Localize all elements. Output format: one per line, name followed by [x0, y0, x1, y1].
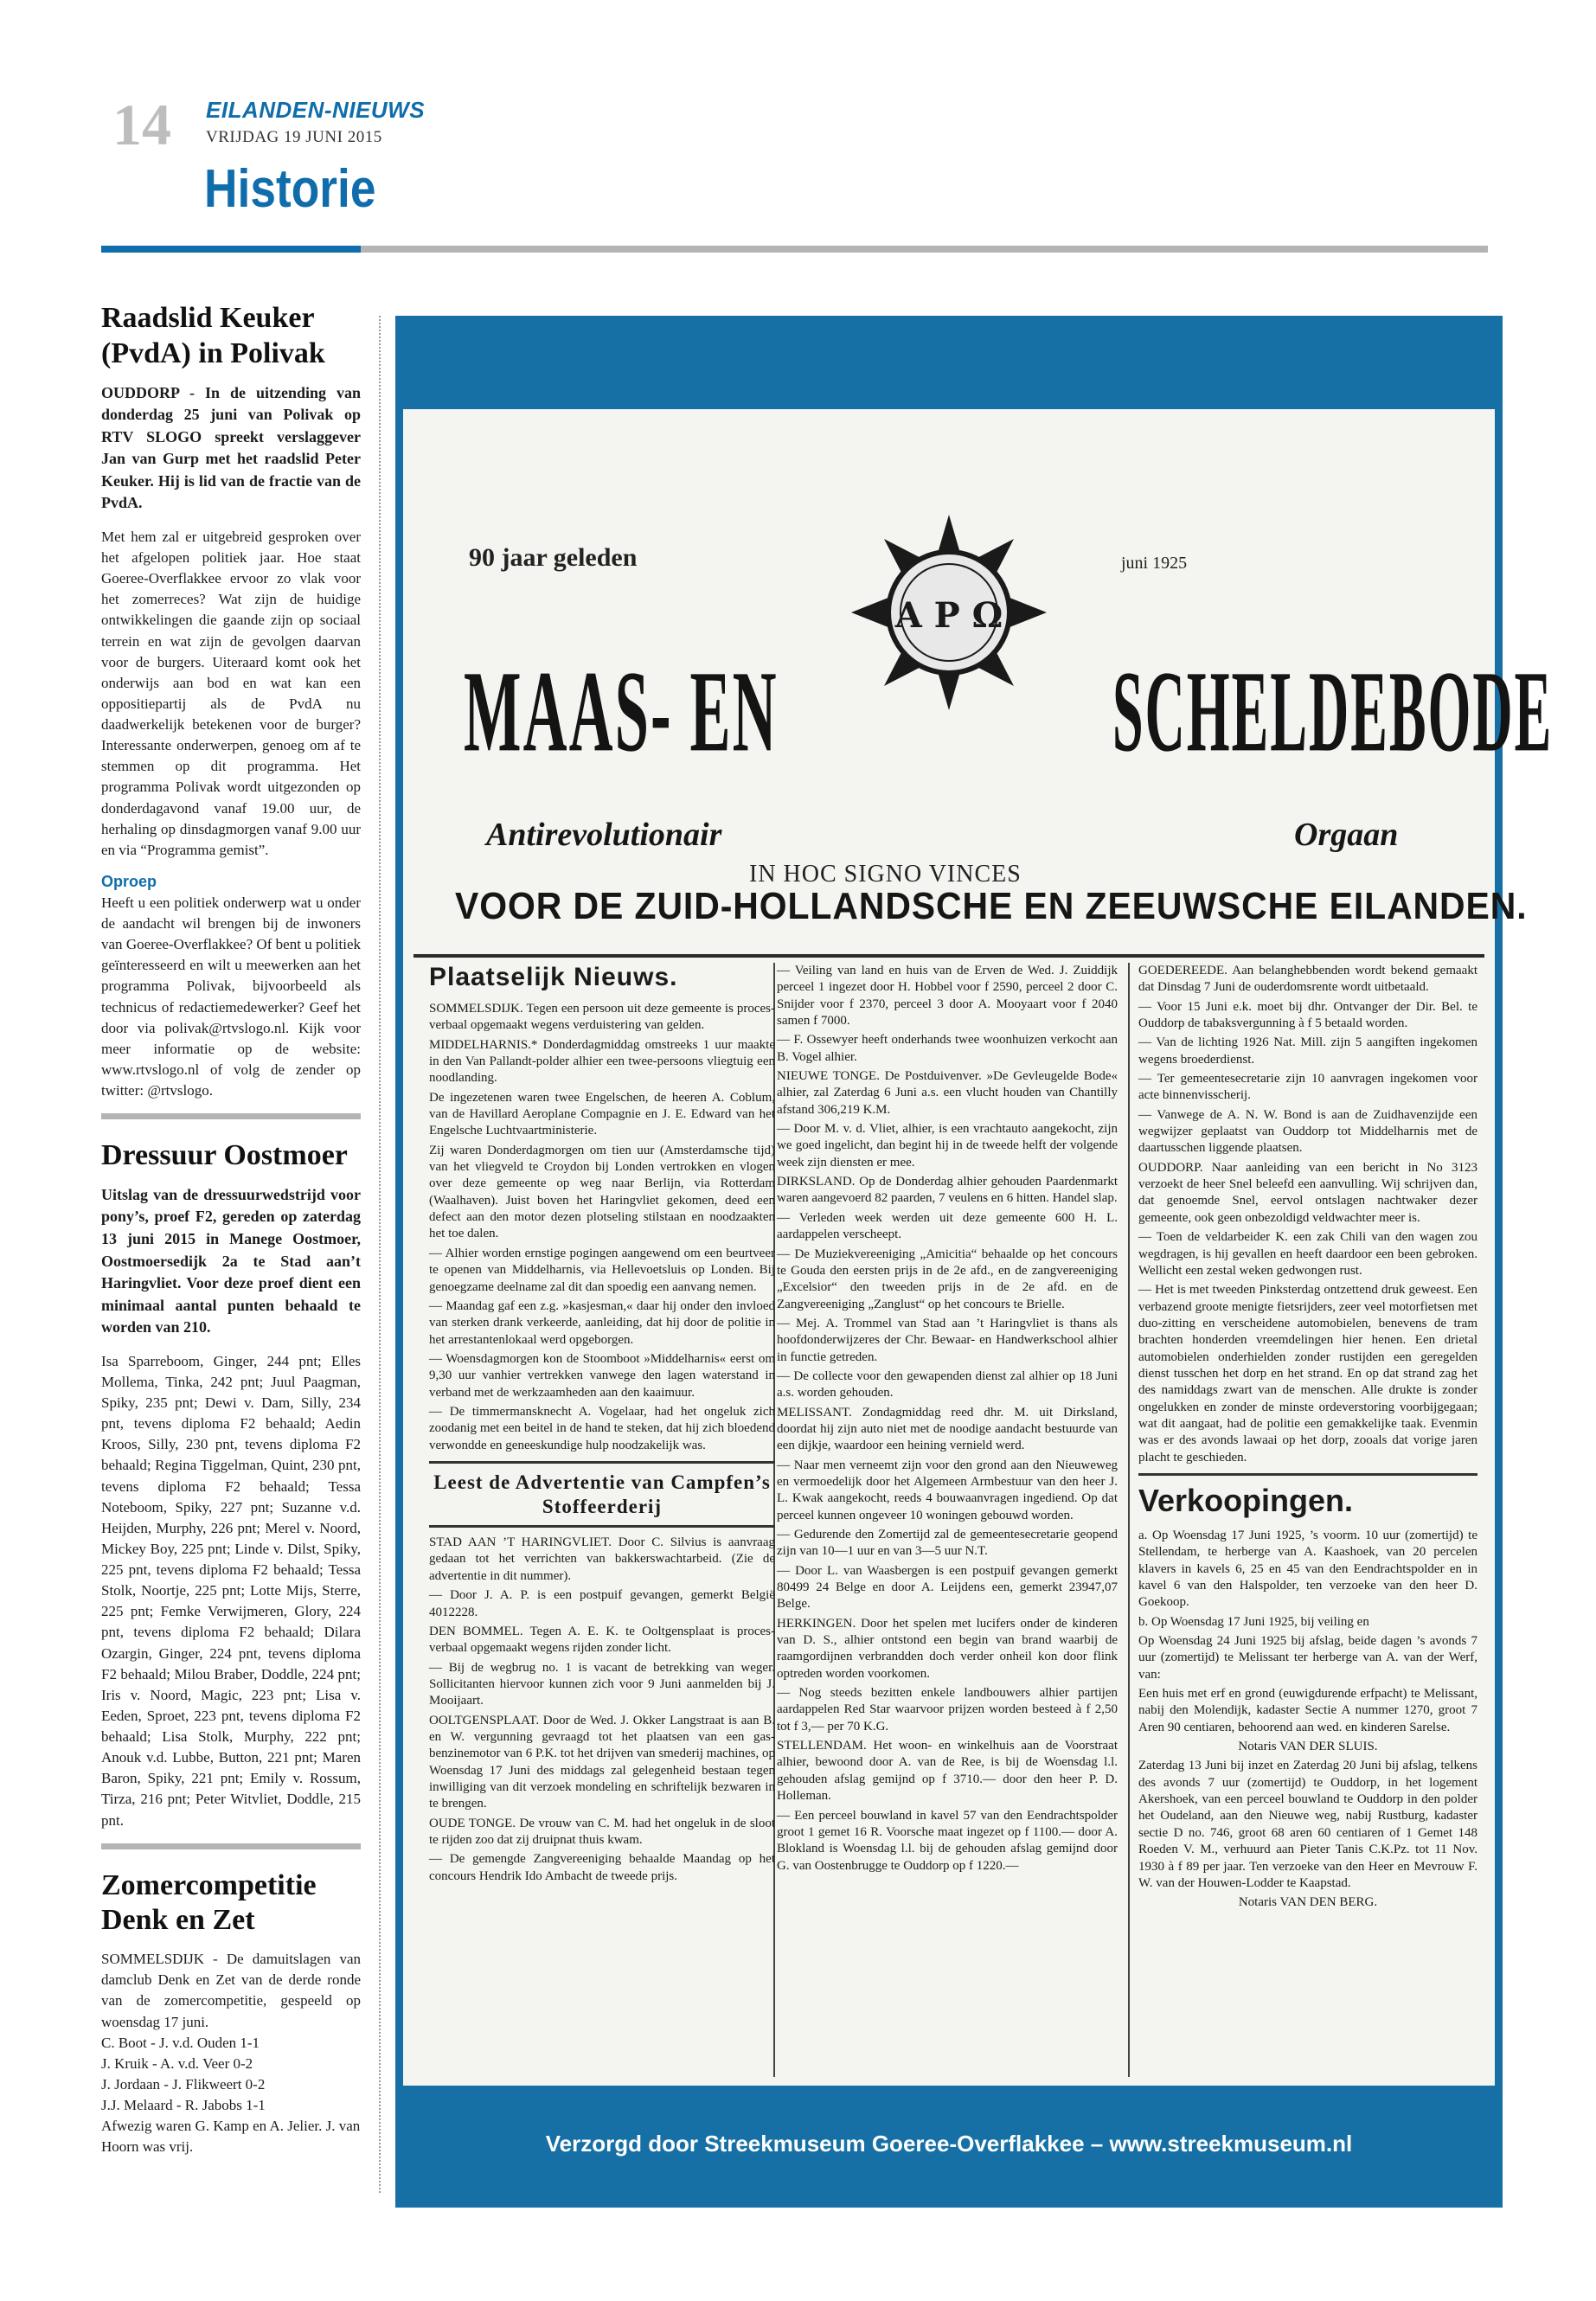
clipping-paragraph: — Woensdagmorgen kon de Stoomboot »Middelharnis« eerst om 9,30 uur vanhier vertrekken vanwege den lagen waterstand in verband met de werkzaamheden aan den kaaimuur.	[429, 1351, 775, 1400]
clipping-paragraph: — Door M. v. d. Vliet, alhier, is een vrachtauto aangekocht, zijn we goed ingelicht, dan begint hij in de tweede helft der volgende week zijn diensten er mee.	[777, 1122, 1118, 1170]
clipping-paragraph: Zij waren Donderdagmorgen om tien uur (Amsterdamsche tijd) van het vliegveld te Croydon bij Londen vertrokken en vlogen over deze gemeente op weg naar Berlijn, via Rotterdam (Waalhaven). Juist boven het Haringvliet gekomen, deed een defect aan den motor dezen plotseling stilstaan en noodzaakten het toe dalen.	[429, 1143, 775, 1241]
clipping-paragraph: SOMMELSDIJK. Tegen een persoon uit deze gemeente is proces-verbaal opgemaakt wegens verduistering van gelden.	[429, 1002, 775, 1033]
result-line: C. Boot - J. v.d. Ouden 1-1	[101, 2034, 260, 2051]
clipping-subtitle-right: Orgaan	[1294, 817, 1399, 853]
article-body: Isa Sparreboom, Ginger, 244 pnt; Elles Mollema, Tinka, 242 pnt; Juul Paagman, Spiky, 235 pnt; Dewi v. Dam, Silly, 234 pnt, tevens diploma F2 behaald; Aedin Kroos, Silly, 230 pnt, tevens diploma F2 behaald; Regina Tiggelman, Quint, 230 pnt, tevens diploma F2 behaald; Tessa Noteboom, Spiky, 227 pnt; Suzanne v.d. Heijden, Murphy, 226 pnt; Merel v. Noord, Mickey Boy, 225 pnt; Linde v. Dilst, Spiky, 225 pnt, tevens diploma F2 behaald; Tessa Stolk, Noortje, 225 pnt; Lotte Mijs, Sterre, 225 pnt; Femke Verwijmeren, Glory, 224 pnt, tevens diploma F2 behaald; Dilara Ozargin, Ginger, 224 pnt, tevens diploma F2 behaald; Milou Braber, Doddle, 224 pnt; Iris v. Noord, Magic, 223 pnt; Lisa v. Eeden, Sproet, 223 pnt, tevens diploma F2 behaald; Lisa Stolk, Murphy, 222 pnt; Anouk v.d. Lubbe, Button, 221 pnt; Maren Baron, Spiky, 221 pnt; Emily v. Rossum, Tirza, 216 pnt; Peter Witvliet, Doddle, 215 pnt.	[101, 1352, 361, 1829]
clipping-advert: Leest de Advertentie van Campfen’s Stoffeerderij	[433, 1471, 771, 1517]
clipping-paragraph: — De collecte voor den gewapenden dienst zal alhier op 18 Juni a.s. worden gehouden.	[777, 1368, 1118, 1400]
clipping-paragraph: Zaterdag 13 Juni bij inzet en Zaterdag 20 Juni bij afslag, telkens des avonds 7 uur (zomertijd) te Ouddorp, in het logement Akershoek, van een perceel bouwland te Ouddorp in den polder het Oudeland, aan den Nieuwe weg, nabij Rustburg, kadaster sectie D no. 746, groot 68 aren 60 centiaren of 1 Gemet 148 Roeden V. M., verhuurd aan Pieter Tanis C.K.Pz. tot 11 Nov. 1930 à f 89 per jaar. Ten verzoeke van den Heer en Mevrouw F. W. van der Houwen-Lodder te Kaapstad.	[1138, 1759, 1477, 1890]
article-denk-en-zet	[101, 1868, 361, 2158]
article-divider	[101, 1843, 361, 1849]
clipping-paragraph: — Alhier worden ernstige pogingen aangewend om een beurtveer te openen van Middelharnis, via Hellevoetsluis op Londen. Bij genoegzame deelname zal dit dan spoedig een aanvang nemen.	[429, 1246, 775, 1294]
clipping-paragraph: — Door J. A. P. is een postpuif gevangen, gemerkt België 4012228.	[429, 1588, 775, 1619]
clipping-paragraph: HERKINGEN. Door het spelen met lucifers onder de kinderen van D. S., alhier ontstond een begin van brand waarbij de raamgordijnen verbrandden doch verder onheil kon door flink optreden worden voorkomen.	[777, 1616, 1118, 1681]
clipping-paragraph: GOEDEREEDE. Aan belanghebbenden wordt bekend gemaakt dat Dinsdag 7 Juni de ouderdomsrente wordt uitbetaald.	[1138, 964, 1477, 995]
article-body: SOMMELSDIJK - De damuitslagen van damclub Denk en Zet van de derde ronde van de zomercompetitie, gespeeld op woensdag 17 juni.	[101, 1951, 361, 2030]
clipping-subtitle-left: Antirevolutionair	[486, 817, 722, 853]
clipping-paragraph: Notaris VAN DER SLUIS.	[1238, 1740, 1378, 1754]
clipping-paragraph: — Een perceel bouwland in kavel 57 van den Eendrachtspolder groot 1 gemet 16 R. Voorsche maat ingezet op f 1100.— door A. Blokland is Woensdag l.l. bij de gehouden afslag gemijnd door G. van Oostenbrugge te Ouddorp op f 1220.—	[777, 1808, 1118, 1873]
clipping-paragraph: — Het is met tweeden Pinksterdag ontzettend druk geweest. Een verbazend groote menigte fietsrijders, zeer veel motorfietsen met duo-zitting en verscheidene automobielen, benevens de tram brachten honderden vreemdelingen hier henen. Een drietal automobielen onderhielden zonder rustijden een geregelden dienst tusschen het dorp en het strand. En op dat strand zag het des namiddags zwart van de menschen. Alle drukte is zonder ongelukken en zonder de minste ordeverstoring voorbijgegaan; wat dit aangaat, had de politie een gemakkelijke taak. Evenmin was er des avonds lawaai op het dorp, zooals dat vorige jaren placht te geschieden.	[1138, 1283, 1477, 1465]
clipping-paragraph: — Voor 15 Juni e.k. moet bij dhr. Ontvanger der Dir. Bel. te Ouddorp de tabaksvergunning à f 5 betaald worden.	[1138, 999, 1477, 1031]
clipping-heading: Verkoopingen.	[1138, 1482, 1354, 1518]
clipping-paragraph: OUDDORP. Naar aanleiding van een bericht in No 3123 verzoekt de heer Snel beleefd een aanvulling. Wij schrijven dan, dat genoemde Snel, eervol ontslagen nachtwaker dezer gemeente, ook geen onbezoldigd veldwachter meer is.	[1138, 1160, 1477, 1225]
museum-credit: Verzorgd door Streekmuseum Goeree-Overflakkee – www.streekmuseum.nl	[545, 2131, 1353, 2157]
column-separator	[379, 316, 381, 2193]
clipping-paragraph: — Van de lichting 1926 Nat. Mill. zijn 5 aangiften ingekomen wegens broederdienst.	[1138, 1035, 1477, 1067]
clipping-paragraph: — De Muziekvereeniging „Amicitia“ behaalde op het concours te Gouda den eersten prijs in de 2e afd., en de zangvereeniging „Excelsior“ den tweeden prijs in de 2e afd. en de Zangvereeniging „Zanglust“ op het concours te Brielle.	[777, 1247, 1118, 1311]
history-panel	[395, 316, 1554, 2208]
left-column	[101, 301, 361, 2157]
clipping-paragraph: — Door L. van Waasbergen is een postpuif gevangen gemerkt 80499 24 Belge en door A. Leijdens een, gemerkt 23947,07 Belge.	[777, 1563, 1118, 1612]
clipping-paragraph: — Maandag gaf een z.g. »kasjesman,« daar hij onder den invloed van sterken drank verkeerde, aanleiding, dat hij door de politie in het arrestantenlokaal werd opgeborgen.	[429, 1298, 775, 1347]
clipping-paragraph: — Ter gemeentesecretarie zijn 10 aanvragen ingekomen voor acte binnenvisscherij.	[1138, 1072, 1477, 1103]
result-line: Afwezig waren G. Kamp en A. Jelier. J. van Hoorn was vrij.	[101, 2118, 361, 2156]
clipping-paragraph: MELISSANT. Zondagmiddag reed dhr. M. uit Dirksland, doordat hij zijn auto niet met de noodige aandacht bestuurde van een dijkje, waardoor een heining vernield werd.	[777, 1405, 1118, 1453]
clipping-title-right: SCHELDEBODE	[1112, 646, 1554, 776]
clipping-years-label: 90 jaar geleden	[469, 543, 638, 572]
clipping-paragraph: — Toen de veldarbeider K. een zak Chili van den wagen zou wegdragen, is hij gevallen en heeft daardoor een been gebroken. Wellicht een zestal weken gedwongen rust.	[1138, 1230, 1477, 1278]
clipping-paragraph: — Naar men verneemt zijn voor den grond aan den Nieuweweg en vermoedelijk door het Algemeen Armbestuur van den heer J. L. Kwak aangekocht, reeds 4 bouwaanvragen ingediend. Op dat perceel kunnen ongeveer 10 woningen gebouwd worden.	[777, 1458, 1118, 1522]
article-subhead: Oproep	[101, 872, 157, 890]
issue-date: VRIJDAG 19 JUNI 2015	[206, 128, 382, 146]
clipping-paragraph: — Vanwege de A. N. W. Bond is aan de Zuidhavenzijde een wegwijzer geplaatst van Ouddorp tot Middelharnis met de daartusschen liggende plaatsen.	[1138, 1107, 1477, 1156]
chi-rho-emblem-icon	[849, 513, 1048, 712]
clipping-title-left: MAAS- EN	[464, 646, 779, 776]
clipping-column-1	[429, 963, 775, 1888]
result-line: J.J. Melaard - R. Jabobs 1-1	[101, 2097, 266, 2114]
section-title: Historie	[204, 159, 376, 219]
clipping-divider	[429, 1525, 775, 1528]
article-polivak	[101, 301, 361, 1101]
newspaper-logo: EILANDEN-NIEUWS	[206, 97, 426, 123]
clipping-motto: IN HOC SIGNO VINCES	[749, 861, 1022, 888]
clipping-column-separator	[1128, 963, 1130, 2077]
article-title: Zomercompetitie Denk en Zet	[101, 1868, 317, 1937]
article-lead: OUDDORP - In de uitzending van donderdag 25 juni van Polivak op RTV SLOGO spreekt verslaggever Jan van Gurp met het raadslid Peter Keuker. Hij is lid van de fractie van de PvdA.	[101, 383, 361, 512]
clipping-date-label: juni 1925	[1121, 554, 1188, 573]
clipping-paragraph: DEN BOMMEL. Tegen A. E. K. te Ooltgensplaat is proces-verbaal opgemaakt wegens rijden zonder licht.	[429, 1624, 775, 1656]
clipping-paragraph: — Verleden week werden uit deze gemeente 600 H. L. aardappelen verscheept.	[777, 1210, 1118, 1242]
clipping-paragraph: — Mej. A. Trommel van Stad aan ’t Haringvliet is thans als hoofdonderwijzeres der Chr. Bewaar- en Handwerkschool alhier in functie getreden.	[777, 1316, 1118, 1364]
clipping-paragraph: Notaris VAN DEN BERG.	[1238, 1895, 1378, 1910]
article-title: Raadslid Keuker (PvdA) in Polivak	[101, 302, 325, 369]
clipping-paragraph: — Veiling van land en huis van de Erven de Wed. J. Zuiddijk perceel 1 ingezet door H. Hobbel voor f 2590, perceel 2 door C. Snijder voor f 2370, perceel 3 door A. Mooyaart voor f 2040 samen f 7000.	[777, 964, 1118, 1029]
clipping-paragraph: a. Op Woensdag 17 Juni 1925, ’s voorm. 10 uur (zomertijd) te Stellendam, te herberge van A. Kaashoek, van 20 percelen klavers in kavels 6, 25 en 45 van den Eendrachtspolder en in kavel 6 van den Halspolder, ten verzoeke van den heer D. Goekoop.	[1138, 1528, 1477, 1610]
clipping-banner: VOOR DE ZUID-HOLLANDSCHE EN ZEEUWSCHE EILANDEN.	[455, 885, 1528, 927]
clipping-paragraph: — De timmermansknecht A. Vogelaar, had het ongeluk zich zoodanig met een beitel in de hand te steken, dat hij zich bloedend verwondde en geneeskundige hulp noodzakelijk was.	[429, 1404, 775, 1452]
clipping-paragraph: De ingezetenen waren twee Engelschen, de heeren A. Coblum, van de Havillard Aeroplane Compagnie en J. E. Edward van het Engelsche Luchtvaartministerie.	[429, 1090, 775, 1138]
clipping-paragraph: — Bij de wegbrug no. 1 is vacant de betrekking van weger. Sollicitanten hiervoor kunnen zich voor 9 Juni aanmelden bij J. Mooijaart.	[429, 1660, 775, 1708]
article-lead: Uitslag van de dressuurwedstrijd voor pony’s, proef F2, gereden op zaterdag 13 juni 2015 in Manege Oostmoer, Oostmoersedijk 2a te Stad aan’t Haringvliet. Voor deze proef dient een minimaal aantal punten behaald te worden van 210.	[101, 1185, 361, 1336]
article-title: Dressuur Oostmoer	[101, 1139, 348, 1172]
clipping-divider	[1138, 1473, 1477, 1476]
clipping-paragraph: — Nog steeds bezitten enkele landbouwers alhier partijen aardappelen Red Star waarvoor prijzen worden besteed à f 2,50 tot f 3,— per 70 K.G.	[777, 1686, 1118, 1734]
clipping-paragraph: — Gedurende den Zomertijd zal de gemeentesecretarie geopend zijn van 10—1 uur en van 3—5 uur N.T.	[777, 1528, 1118, 1559]
clipping-paragraph: STELLENDAM. Het woon- en winkelhuis aan de Voorstraat alhier, bewoond door A. van de Ree, is bij de Woensdag l.l. gehouden afslag gemijnd op f 3710.— door den heer P. D. Holleman.	[777, 1739, 1118, 1804]
clipping-paragraph: OUDE TONGE. De vrouw van C. M. had het ongeluk in de sloot te rijden zoo dat zij druipnat thuis kwam.	[429, 1816, 775, 1847]
clipping-paragraph: Op Woensdag 24 Juni 1925 bij afslag, beide dagen ’s avonds 7 uur (zomertijd) te Melissant ter herberge van A. van der Werf, van:	[1138, 1634, 1477, 1682]
page-number: 14	[112, 92, 171, 157]
article-body-oproep: Heeft u een politiek onderwerp wat u onder de aandacht wil brengen bij de inwoners van Goeree-Overflakkee? Of bent u politiek geïnteresseerd en wilt u meewerken aan het programma Polivak, bijvoorbeeld als technicus of redactiemedewerker? Geef het door via polivak@rtvslogo.nl. Kijk voor meer informatie op de website: www.rtvslogo.nl of volg de zender op twitter: @rtvslogo.	[101, 894, 361, 1099]
clipping-column-3	[1138, 963, 1477, 1914]
emblem-letters: A P Ω	[894, 595, 1003, 636]
clipping-paragraph: STAD AAN ’T HARINGVLIET. Door C. Silvius is aanvraag gedaan tot het verrichten van bakkerswachtarbeid. (Zie de advertentie in dit nummer).	[429, 1535, 775, 1583]
clipping-paragraph: NIEUWE TONGE. De Postduivenver. »De Gevleugelde Bode« alhier, zal Zaterdag 6 Juni a.s. een vlucht houden van Chantilly afstand 306,219 K.M.	[777, 1069, 1118, 1117]
header-rule	[361, 246, 1488, 253]
clipping-paragraph: OOLTGENSPLAAT. Door de Wed. J. Okker Langstraat is aan B. en W. vergunning gevraagd tot het plaatsen van een gas-benzinemotor van 6 P.K. tot het drijven van smederij machines, op Woensdag 17 Juni des middags zal gelegenheid bestaan tegen inwilliging van dit verzoek mondeling en schriftelijk bezwaren in te brengen.	[429, 1713, 775, 1811]
article-body: Met hem zal er uitgebreid gesproken over het afgelopen politiek jaar. Hoe staat Goeree-Overflakkee ervoor zo vlak voor het zomerreces? Wat zijn de huidige ontwikkelingen die gaande zijn op sociaal terrein en wat zijn de gevolgen daarvan voor de burgers. Uiteraard komt ook het onderwijs aan bod en wat kan een oppositiepartij als de PvdA nu daadwerkelijk betekenen voor de burger? Interessante onderwerpen, genoeg om af te stemmen op dit programma. Het programma Polivak wordt uitgezonden op donderdagavond vanaf 19.00 uur, de herhaling op dinsdagmorgen vanaf 9.00 uur en via “Programma gemist”.	[101, 528, 361, 858]
newspaper-clipping	[403, 409, 1554, 2086]
clipping-divider	[429, 1461, 775, 1464]
clipping-column-2	[777, 963, 1118, 1877]
clipping-paragraph: — F. Ossewyer heeft onderhands twee woonhuizen verkocht aan B. Vogel alhier.	[777, 1033, 1118, 1064]
clipping-paragraph: DIRKSLAND. Op de Donderdag alhier gehouden Paardenmarkt waren aangevoerd 82 paarden, 7 veulens en 6 hitten. Handel slap.	[777, 1175, 1118, 1206]
article-divider	[101, 1113, 361, 1119]
result-line: J. Kruik - A. v.d. Veer 0-2	[101, 2054, 253, 2072]
clipping-heading: Plaatselijk Nieuws.	[429, 963, 678, 991]
results-list	[101, 2033, 361, 2158]
article-dressuur	[101, 1138, 361, 1831]
clipping-rule	[413, 954, 1484, 958]
clipping-paragraph: — De gemengde Zangvereeniging behaalde Maandag op het concours Hendrik Ido Ambacht de tweede prijs.	[429, 1852, 775, 1883]
result-line: J. Jordaan - J. Flikweert 0-2	[101, 2075, 266, 2093]
clipping-paragraph: Een huis met erf en grond (euwigdurende erfpacht) te Melissant, nabij den Molendijk, kadaster Sectie A nummer 1270, groot 7 Aren 90 centiaren, behoorend aan wed. en kinderen Sarelse.	[1138, 1687, 1477, 1734]
clipping-paragraph: b. Op Woensdag 17 Juni 1925, bij veiling en	[1138, 1614, 1369, 1629]
header-rule-accent	[101, 246, 361, 253]
clipping-paragraph: MIDDELHARNIS.* Donderdagmiddag omstreeks 1 uur maakte in den Van Pallandt-polder alhier een twee-persoons vliegtuig een noodlanding.	[429, 1037, 775, 1086]
